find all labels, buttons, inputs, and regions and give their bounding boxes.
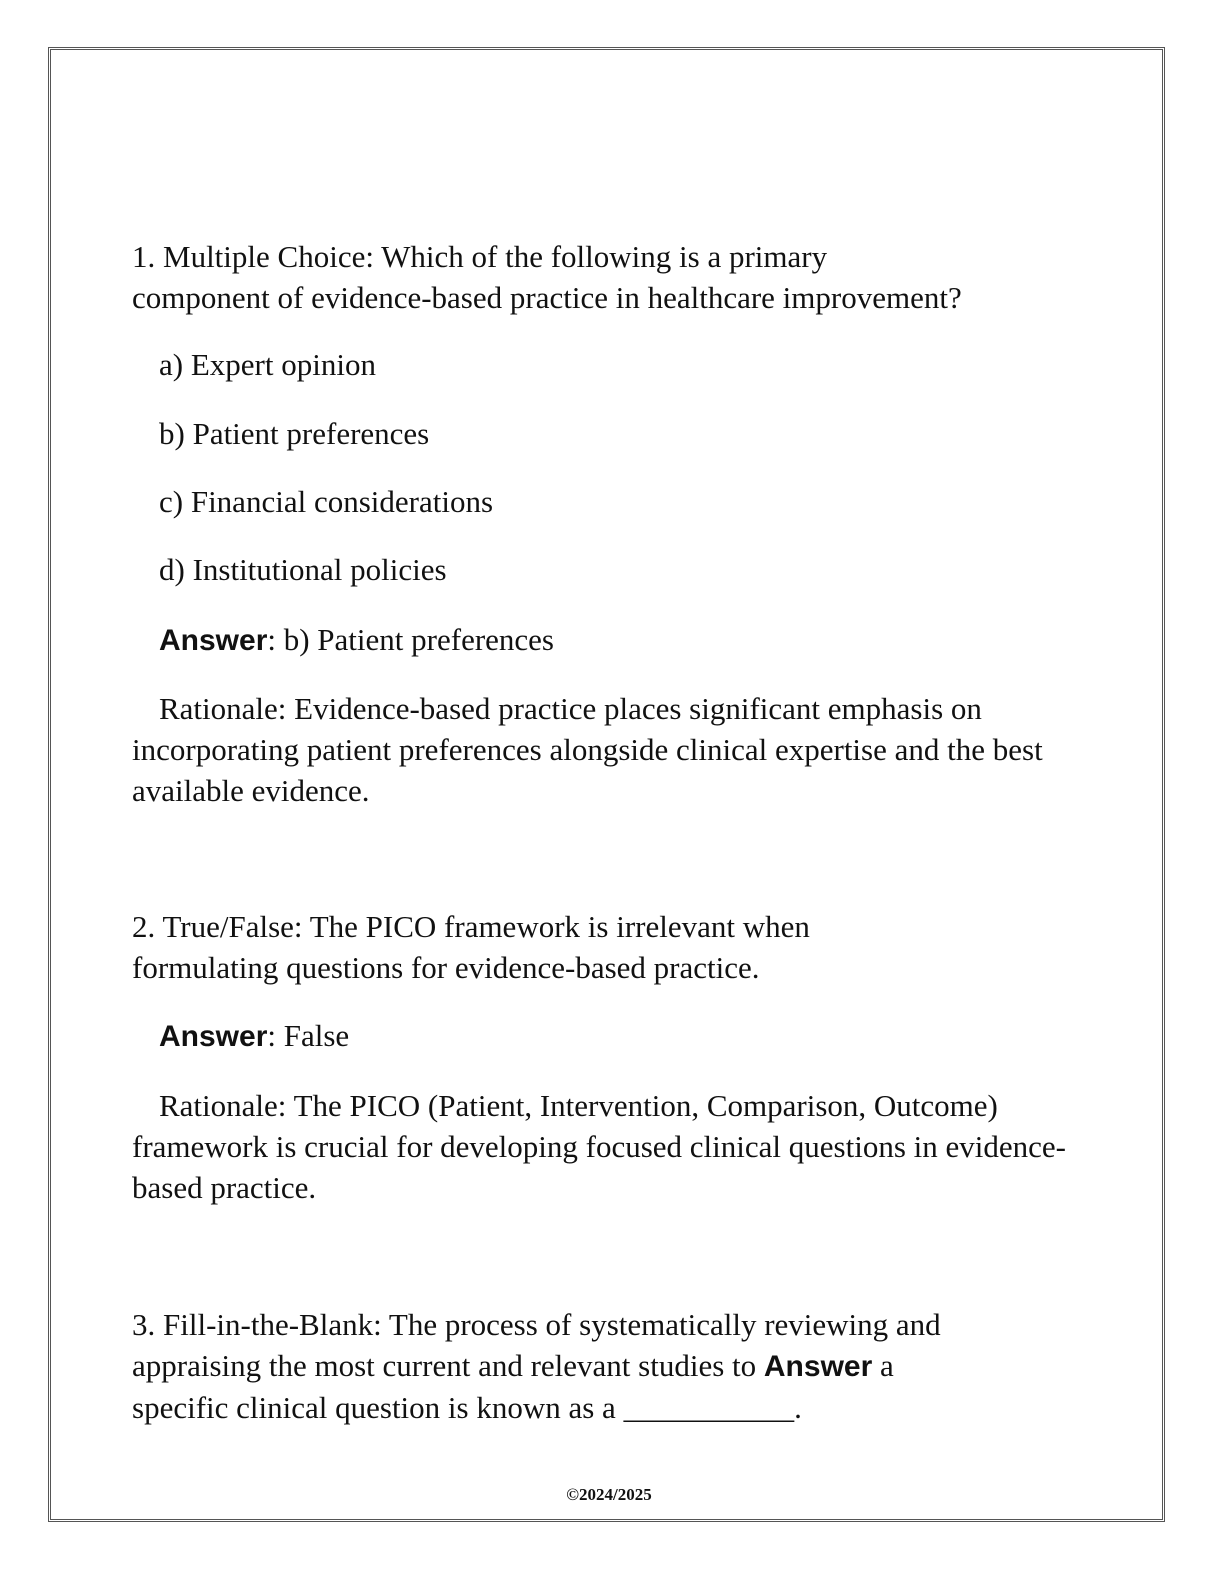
question-1-option-a: a) Expert opinion bbox=[159, 347, 376, 382]
question-1-option-c: c) Financial considerations bbox=[159, 484, 494, 519]
question-1-line-1: 1. Multiple Choice: Which of the following is a primary bbox=[132, 239, 828, 274]
question-3-line-2-before: appraising the most current and relevant studies to bbox=[132, 1348, 764, 1383]
question-3 bbox=[132, 1304, 1092, 1428]
footer-copyright bbox=[0, 1485, 1224, 1505]
question-1-option-d: d) Institutional policies bbox=[159, 552, 447, 587]
question-3-line-2-after: a bbox=[872, 1348, 894, 1383]
question-2 bbox=[132, 906, 1092, 988]
question-2-rationale: Rationale: The PICO (Patient, Intervention, Comparison, Outcome) framework is crucial for developing focused clinical questions in evidence-based practice. bbox=[132, 1088, 1066, 1205]
question-1-line-2: component of evidence-based practice in healthcare improvement? bbox=[132, 280, 962, 315]
question-3-line-2 bbox=[132, 1345, 1092, 1387]
question-1-answer bbox=[159, 619, 554, 661]
answer-label: Answer bbox=[159, 1020, 268, 1053]
answer-value: : b) Patient preferences bbox=[267, 622, 554, 657]
answer-label: Answer bbox=[159, 624, 268, 657]
answer-value: : False bbox=[267, 1018, 350, 1053]
question-3-line-1: 3. Fill-in-the-Blank: The process of systematically reviewing and bbox=[132, 1307, 941, 1342]
question-1-option-b: b) Patient preferences bbox=[159, 416, 430, 451]
question-2-line-1: 2. True/False: The PICO framework is irrelevant when bbox=[132, 909, 810, 944]
question-2-answer bbox=[159, 1015, 349, 1057]
question-3-line-3: specific clinical question is known as a ___________. bbox=[132, 1390, 802, 1425]
footer-text: ©2024/2025 bbox=[566, 1485, 652, 1504]
question-2-line-2: formulating questions for evidence-based practice. bbox=[132, 950, 760, 985]
question-1-rationale: Rationale: Evidence-based practice places significant emphasis on incorporating patient preferences alongside clinical expertise and the best available evidence. bbox=[132, 691, 1043, 808]
answer-label: Answer bbox=[763, 1350, 873, 1383]
question-1 bbox=[132, 236, 1092, 318]
